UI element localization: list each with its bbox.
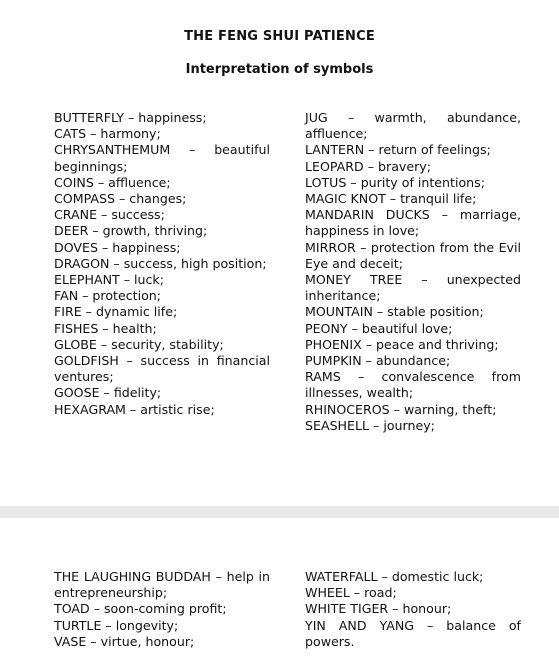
symbol-entry-jug: JUG – warmth, abundance, affluence; (305, 110, 521, 142)
symbol-entry-hexagram: HEXAGRAM – artistic rise; (54, 401, 215, 417)
page-separator (0, 506, 559, 518)
symbols-left-column (54, 110, 270, 418)
symbol-entry-waterfall: WATERFALL – domestic luck; (305, 569, 484, 584)
symbol-entry-goose: GOOSE – fidelity; (54, 385, 162, 401)
symbol-entry-chrysanthemum: CHRYSANTHEMUM – beautiful beginnings; (54, 142, 270, 174)
symbol-entry-coins: COINS – affluence; (54, 174, 171, 190)
symbol-entry-deer: DEER – growth, thriving; (54, 223, 208, 239)
page-subtitle: Interpretation of symbols (185, 62, 374, 77)
symbol-entry-goldfish: GOLDFISH – success in financial ventures; (54, 353, 270, 385)
symbol-entry-mandarin-ducks: MANDARIN DUCKS – marriage, happiness in love; (305, 207, 521, 239)
symbol-entry-vase: VASE – virtue, honour; (54, 633, 195, 649)
symbol-entry-fire: FIRE – dynamic life; (54, 304, 178, 320)
symbol-entry-toad: TOAD – soon-coming profit; (54, 601, 227, 617)
symbol-entry-magic-knot: MAGIC KNOT – tranquil life; (305, 191, 477, 207)
symbol-entry-rams: RAMS – convalescence from illnesses, wealth; (305, 369, 521, 401)
symbol-entry-rhinoceros: RHINOCEROS – warning, theft; (305, 401, 497, 417)
symbol-entry-compass: COMPASS – changes; (54, 191, 187, 207)
symbol-entry-laughing-buddah: THE LAUGHING BUDDAH – help in entrepreneurship; (54, 569, 270, 601)
symbol-entry-doves: DOVES – happiness; (54, 239, 181, 255)
symbol-entry-dragon: DRAGON – success, high position; (54, 255, 267, 271)
symbols-left-column-page-2 (54, 569, 270, 650)
symbol-entry-cats: CATS – harmony; (54, 126, 161, 142)
symbol-entry-money-tree: MONEY TREE – unexpected inheritance; (305, 272, 521, 304)
symbol-entry-elephant: ELEPHANT – luck; (54, 272, 164, 288)
page-title: THE FENG SHUI PATIENCE (184, 29, 375, 44)
symbol-entry-turtle: TURTLE – longevity; (54, 617, 179, 633)
symbol-entry-crane: CRANE – success; (54, 207, 165, 223)
symbol-entry-globe: GLOBE – security, stability; (54, 336, 224, 352)
symbol-entry-lotus: LOTUS – purity of intentions; (305, 174, 485, 190)
document-page-2 (0, 518, 559, 666)
symbol-entry-fishes: FISHES – health; (54, 320, 157, 336)
symbol-entry-mirror: MIRROR – protection from the Evil Eye and deceit; (305, 239, 521, 271)
symbol-entry-fan: FAN – protection; (54, 288, 162, 304)
symbol-entry-seashell: SEASHELL – journey; (305, 417, 435, 433)
symbol-entry-wheel: WHEEL – road; (305, 585, 397, 601)
symbol-entry-mountain: MOUNTAIN – stable position; (305, 304, 484, 320)
symbol-entry-pumpkin: PUMPKIN – abundance; (305, 353, 451, 369)
symbol-entry-phoenix: PHOENIX – peace and thriving; (305, 336, 499, 352)
symbol-entry-butterfly: BUTTERFLY – happiness; (54, 110, 207, 125)
symbol-entry-white-tiger: WHITE TIGER – honour; (305, 601, 452, 617)
symbol-entry-peony: PEONY – beautiful love; (305, 320, 453, 336)
symbols-right-column-page-2 (305, 569, 521, 650)
symbols-right-column (305, 110, 521, 434)
symbol-entry-lantern: LANTERN – return of feelings; (305, 142, 491, 158)
symbol-entry-yin-and-yang: YIN AND YANG – balance of powers. (305, 617, 521, 649)
symbol-entry-leopard: LEOPARD – bravery; (305, 158, 432, 174)
